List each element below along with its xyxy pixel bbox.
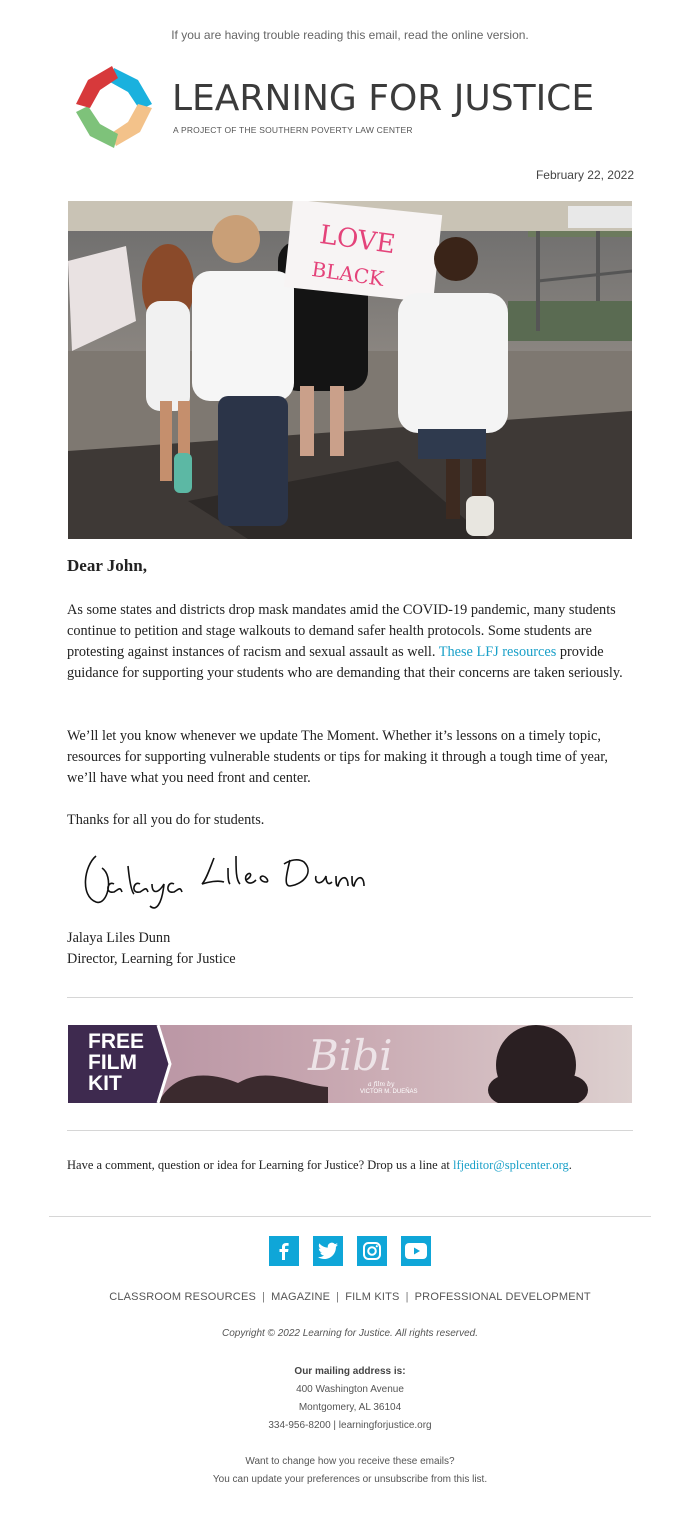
logo-hands-icon	[68, 60, 160, 152]
address-heading: Our mailing address is:	[294, 1366, 406, 1377]
lfj-logo[interactable]	[68, 60, 632, 150]
lfj-resources-link[interactable]: These LFJ resources	[438, 644, 557, 660]
sign-text-2: BLACK	[310, 256, 386, 291]
paragraph-1: As some states and districts drop mask mandates amid the COVID-19 pandemic, many students continue to petition and stage walkouts to demand safer health protocols. Some students are protesting against instances of racism and sexual assault as well. These LFJ resources provide guidance for supporting your students who are demanding that their concerns are taken seriously.	[67, 602, 623, 681]
paragraph-3: Thanks for all you do for students.	[67, 812, 265, 828]
footer-link-film-kits[interactable]: FILM KITS	[345, 1291, 400, 1303]
prefs-line-1: Want to change how you receive these emails?	[245, 1456, 455, 1467]
facebook-icon[interactable]	[269, 1236, 299, 1266]
banner-kit: KIT	[88, 1072, 122, 1095]
address-line-2: Montgomery, AL 36104	[298, 1402, 402, 1413]
sign-text-1: LOVE	[317, 219, 398, 261]
banner-credit-a: a film by	[368, 1081, 395, 1088]
footer-divider	[49, 1216, 651, 1217]
mailing-address	[0, 1363, 700, 1435]
prefs-line-2[interactable]: You can update your preferences or unsubscribe from this list.	[212, 1474, 488, 1485]
signature-image	[78, 846, 368, 926]
copyright: Copyright © 2022 Learning for Justice. All rights reserved.	[221, 1328, 478, 1339]
hero-image[interactable]	[68, 201, 632, 539]
banner-film: FILM	[88, 1051, 137, 1074]
instagram-icon[interactable]	[357, 1236, 387, 1266]
greeting: Dear John,	[67, 556, 147, 575]
contact-line: Have a comment, question or idea for Learning for Justice? Drop us a line at lfjeditor@splcenter.org.	[67, 1158, 572, 1172]
preheader-text[interactable]: If you are having trouble reading this email, read the online version.	[171, 28, 529, 42]
signer-name: Jalaya Liles Dunn	[67, 930, 171, 946]
address-line-3: 334-956-8200 | learningforjustice.org	[268, 1420, 432, 1431]
divider	[67, 1130, 633, 1131]
social-links	[0, 1236, 700, 1266]
letter-body	[67, 556, 633, 828]
email-link[interactable]: lfjeditor@splcenter.org	[452, 1158, 569, 1172]
preferences-block	[0, 1453, 700, 1489]
footer-link-magazine[interactable]: MAGAZINE	[271, 1291, 331, 1303]
youtube-icon[interactable]	[401, 1236, 431, 1266]
address-line-1: 400 Washington Avenue	[296, 1384, 404, 1395]
logo-wordmark: LEARNING FOR JUSTICE	[172, 78, 595, 119]
film-kit-banner[interactable]	[68, 1025, 632, 1103]
banner-free: FREE	[88, 1030, 145, 1053]
signer-title: Director, Learning for Justice	[67, 951, 236, 967]
banner-film-title: Bibi	[308, 1031, 393, 1080]
footer-link-professional-development[interactable]: PROFESSIONAL DEVELOPMENT	[414, 1291, 591, 1303]
paragraph-2: We’ll let you know whenever we update The Moment. Whether it’s lessons on a timely topic, resources for supporting vulnerable students or tips for making it through a tough time of year, we’ll have what you need front and center.	[67, 728, 608, 786]
divider	[67, 997, 633, 998]
email-date: February 22, 2022	[535, 168, 634, 182]
logo-tagline: A PROJECT OF THE SOUTHERN POVERTY LAW CENTER	[173, 125, 413, 135]
footer-nav: CLASSROOM RESOURCES | MAGAZINE | FILM KITS | PROFESSIONAL DEVELOPMENT	[109, 1291, 591, 1303]
twitter-icon[interactable]	[313, 1236, 343, 1266]
banner-credit-b: VICTOR M. DUEÑAS	[360, 1089, 418, 1095]
signer-block	[67, 928, 236, 970]
footer-link-classroom-resources[interactable]: CLASSROOM RESOURCES	[109, 1291, 257, 1303]
